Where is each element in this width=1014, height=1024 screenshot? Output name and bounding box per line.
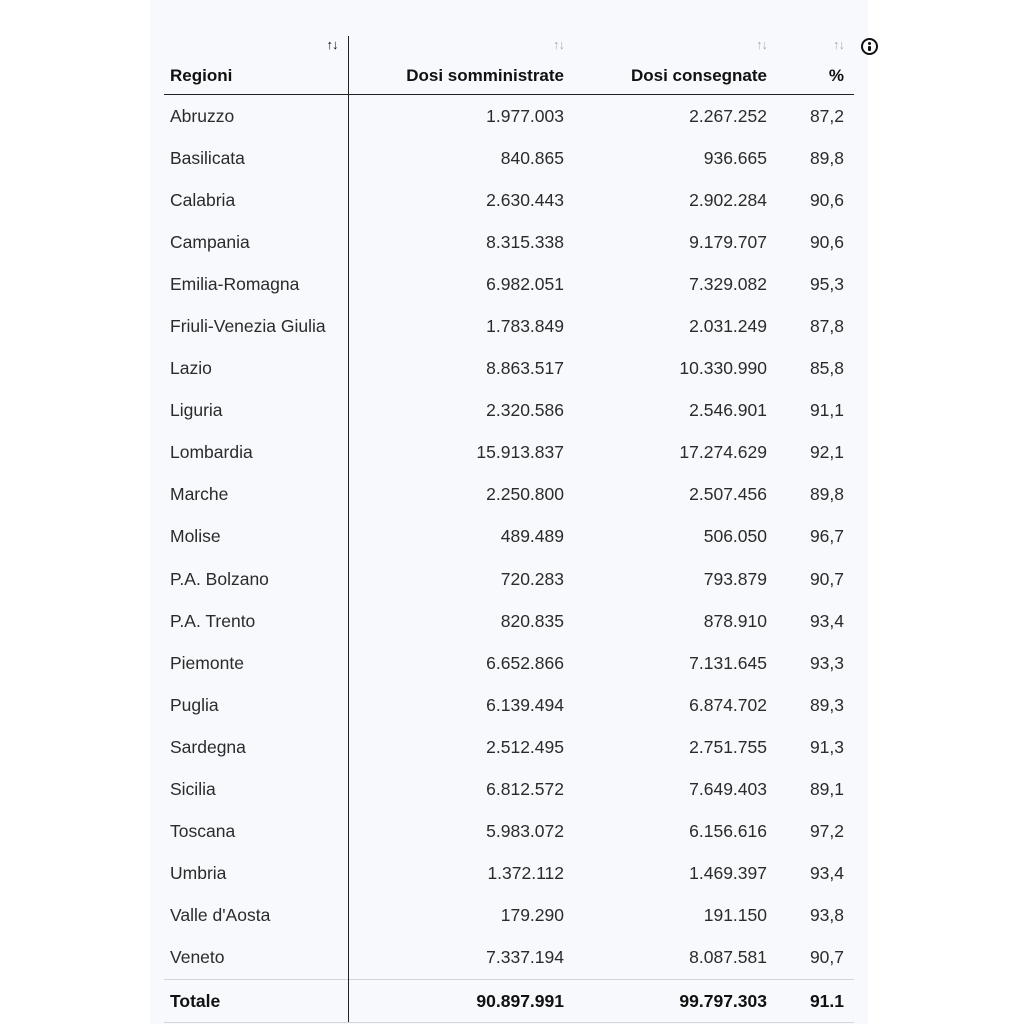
table-row	[164, 558, 854, 600]
total-label: Totale	[164, 979, 348, 1022]
sort-arrows-icon[interactable]: ↑↓	[553, 37, 564, 52]
cell-somministrate: 2.630.443	[486, 189, 564, 210]
cell-consegnate: 2.902.284	[689, 189, 767, 210]
cell-somministrate: 1.783.849	[486, 316, 564, 337]
table-row	[164, 895, 854, 937]
cell-region: Umbria	[164, 853, 348, 895]
cell-region: Basilicata	[164, 137, 348, 179]
cell-somministrate: 2.250.800	[486, 484, 564, 505]
cell-somministrate: 5.983.072	[486, 821, 564, 842]
cell-region: P.A. Bolzano	[164, 558, 348, 600]
table-row	[164, 432, 854, 474]
cell-somministrate: 489.489	[500, 526, 564, 547]
cell-percent: 93,8	[809, 905, 844, 926]
cell-region: Abruzzo	[164, 95, 348, 138]
cell-consegnate: 7.131.645	[689, 652, 767, 673]
cell-somministrate: 8.863.517	[486, 358, 564, 379]
cell-region: Veneto	[164, 937, 348, 980]
column-header-dosi-consegnate[interactable]	[574, 36, 777, 95]
cell-percent: 90,7	[809, 568, 844, 589]
cell-somministrate: 1.977.003	[486, 105, 564, 126]
table-row	[164, 769, 854, 811]
cell-consegnate: 506.050	[703, 526, 767, 547]
cell-percent: 89,8	[809, 484, 844, 505]
cell-consegnate: 6.874.702	[689, 694, 767, 715]
cell-percent: 95,3	[809, 273, 844, 294]
cell-region: Puglia	[164, 684, 348, 726]
table-row	[164, 390, 854, 432]
table-row	[164, 516, 854, 558]
column-header-regioni[interactable]	[164, 36, 348, 95]
cell-region: Calabria	[164, 179, 348, 221]
cell-consegnate: 10.330.990	[679, 358, 767, 379]
cell-region: Emilia-Romagna	[164, 263, 348, 305]
total-percent: 91.1	[777, 979, 854, 1022]
cell-percent: 90,6	[809, 189, 844, 210]
cell-somministrate: 1.372.112	[487, 863, 564, 884]
table-row	[164, 853, 854, 895]
cell-region: Sardegna	[164, 726, 348, 768]
cell-percent: 89,1	[809, 779, 844, 800]
column-label: Dosi somministrate	[406, 66, 564, 85]
cell-region: Toscana	[164, 811, 348, 853]
sort-arrows-icon[interactable]: ↑↓	[833, 37, 844, 52]
cell-somministrate: 179.290	[500, 905, 564, 926]
table-row	[164, 684, 854, 726]
cell-consegnate: 2.507.456	[689, 484, 767, 505]
table-row	[164, 263, 854, 305]
table-total-row	[164, 979, 854, 1022]
cell-somministrate: 840.865	[500, 147, 564, 168]
cell-percent: 91,3	[809, 736, 844, 757]
table-row	[164, 179, 854, 221]
column-label: Dosi consegnate	[630, 66, 767, 85]
cell-somministrate: 2.512.495	[486, 736, 564, 757]
cell-consegnate: 17.274.629	[679, 442, 767, 463]
cell-region: Marche	[164, 474, 348, 516]
cell-somministrate: 720.283	[500, 568, 564, 589]
cell-region: Valle d'Aosta	[164, 895, 348, 937]
sort-arrows-icon[interactable]: ↑↓	[756, 37, 767, 52]
cell-percent: 91,1	[809, 400, 844, 421]
cell-consegnate: 6.156.616	[689, 821, 767, 842]
table-row	[164, 937, 854, 980]
vaccine-doses-table	[164, 36, 854, 1023]
cell-region: Campania	[164, 221, 348, 263]
cell-percent: 93,4	[809, 610, 844, 631]
cell-consegnate: 7.329.082	[689, 273, 767, 294]
table-row	[164, 305, 854, 347]
table-row	[164, 137, 854, 179]
cell-consegnate: 936.665	[703, 147, 767, 168]
cell-consegnate: 2.031.249	[689, 316, 767, 337]
column-label: %	[828, 66, 844, 85]
cell-region: Friuli-Venezia Giulia	[164, 305, 348, 347]
cell-somministrate: 6.812.572	[486, 779, 564, 800]
table-row	[164, 474, 854, 516]
cell-region: Piemonte	[164, 642, 348, 684]
cell-region: Lazio	[164, 348, 348, 390]
cell-percent: 96,7	[809, 526, 844, 547]
column-label: Regioni	[170, 66, 233, 85]
cell-somministrate: 15.913.837	[476, 442, 564, 463]
cell-somministrate: 6.652.866	[486, 652, 564, 673]
table-row	[164, 348, 854, 390]
column-header-percent[interactable]	[777, 36, 854, 95]
cell-percent: 93,4	[809, 863, 844, 884]
cell-somministrate: 6.982.051	[486, 273, 564, 294]
cell-region: P.A. Trento	[164, 600, 348, 642]
cell-consegnate: 191.150	[703, 905, 767, 926]
cell-region: Liguria	[164, 390, 348, 432]
table-header-row	[164, 36, 854, 95]
cell-consegnate: 2.267.252	[689, 105, 767, 126]
cell-percent: 90,7	[809, 947, 844, 968]
cell-percent: 89,8	[809, 147, 844, 168]
cell-consegnate: 793.879	[703, 568, 767, 589]
table-row	[164, 726, 854, 768]
total-somministrate: 90.897.991	[348, 979, 574, 1022]
sort-arrows-icon[interactable]: ↑↓	[326, 37, 338, 52]
cell-consegnate: 7.649.403	[689, 779, 767, 800]
table-row	[164, 600, 854, 642]
cell-consegnate: 878.910	[703, 610, 767, 631]
cell-percent: 87,2	[809, 105, 844, 126]
cell-consegnate: 2.546.901	[689, 400, 767, 421]
cell-region: Lombardia	[164, 432, 348, 474]
table-row	[164, 811, 854, 853]
info-icon[interactable]	[861, 38, 878, 55]
cell-consegnate: 1.469.397	[689, 863, 767, 884]
cell-region: Molise	[164, 516, 348, 558]
cell-consegnate: 8.087.581	[689, 947, 767, 968]
table-row	[164, 642, 854, 684]
cell-percent: 90,6	[809, 231, 844, 252]
cell-percent: 93,3	[809, 652, 844, 673]
total-consegnate: 99.797.303	[574, 979, 777, 1022]
cell-consegnate: 2.751.755	[689, 736, 767, 757]
column-header-dosi-somministrate[interactable]	[348, 36, 574, 95]
cell-percent: 87,8	[809, 316, 844, 337]
table-row	[164, 221, 854, 263]
table-row	[164, 95, 854, 138]
cell-consegnate: 9.179.707	[689, 231, 767, 252]
cell-somministrate: 2.320.586	[486, 400, 564, 421]
cell-percent: 89,3	[809, 694, 844, 715]
cell-percent: 97,2	[809, 821, 844, 842]
cell-somministrate: 8.315.338	[486, 231, 564, 252]
cell-somministrate: 820.835	[500, 610, 564, 631]
cell-region: Sicilia	[164, 769, 348, 811]
cell-percent: 85,8	[809, 358, 844, 379]
cell-somministrate: 6.139.494	[486, 694, 564, 715]
cell-percent: 92,1	[809, 442, 844, 463]
cell-somministrate: 7.337.194	[486, 947, 564, 968]
